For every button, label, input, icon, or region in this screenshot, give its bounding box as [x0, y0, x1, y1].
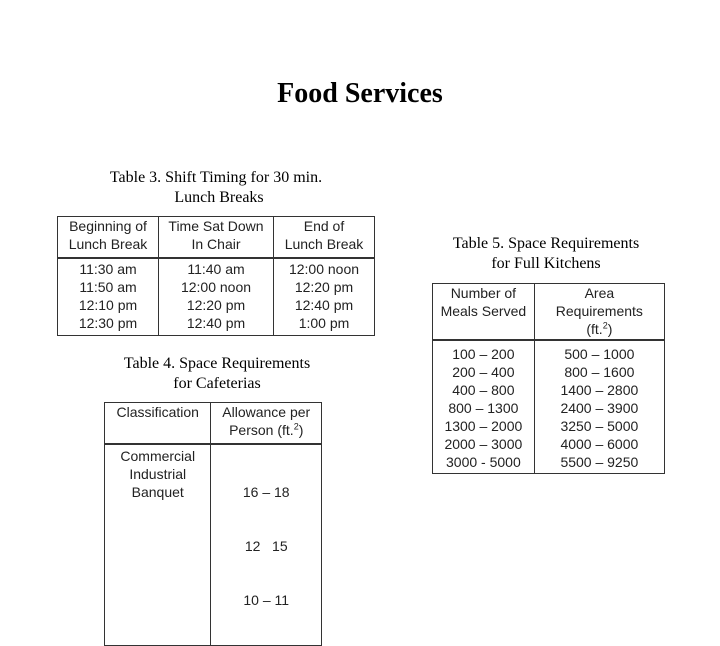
table4-caption-line2: for Cafeterias [173, 375, 261, 392]
table3-caption [86, 168, 346, 208]
table5-column-meals: 100 – 200 200 – 400 400 – 800 800 – 1300 1300 – 2000 2000 – 3000 3000 - 5000 [433, 340, 535, 474]
table3-column-beginning: 11:30 am 11:50 am 12:10 pm 12:30 pm [58, 258, 159, 336]
table3-caption-line1: Table 3. Shift Timing for 30 min. [109, 169, 323, 186]
table3-header-end: End of Lunch Break [274, 217, 375, 259]
table4-header-classification: Classification [105, 403, 211, 445]
table4-column-classification: Commercial Industrial Banquet [105, 444, 211, 646]
table3-column-end: 12:00 noon 12:20 pm 12:40 pm 1:00 pm [274, 258, 375, 336]
shift-timing-table [57, 216, 375, 336]
table5-caption-line2: for Full Kitchens [491, 255, 601, 272]
cafeteria-space-table [104, 402, 322, 646]
kitchen-space-table [432, 283, 665, 474]
table4-column-allowance: 16 – 18 12 15 10 – 11 [211, 444, 322, 646]
table3-header-sat-down: Time Sat Down In Chair [159, 217, 274, 259]
table3-header-beginning: Beginning of Lunch Break [58, 217, 159, 259]
table3-column-sat-down: 11:40 am 12:00 noon 12:20 pm 12:40 pm [159, 258, 274, 336]
table4-header-allowance: Allowance per Person (ft.$^2$) [211, 403, 322, 445]
table5-caption [434, 234, 658, 274]
table4-caption [104, 354, 330, 394]
table5-caption-line1: Table 5. Space Requirements [452, 235, 640, 252]
page-title: Food Services [277, 78, 443, 109]
table3-caption-line2: Lunch Breaks [174, 189, 264, 206]
table5-header-area: Area Requirements (ft.$^2$) [534, 284, 664, 341]
table4-caption-line1: Table 4. Space Requirements [123, 355, 311, 372]
table5-header-meals: Number of Meals Served [433, 284, 535, 341]
table5-column-area: 500 – 1000 800 – 1600 1400 – 2800 2400 – 3900 3250 – 5000 4000 – 6000 5500 – 9250 [534, 340, 664, 474]
